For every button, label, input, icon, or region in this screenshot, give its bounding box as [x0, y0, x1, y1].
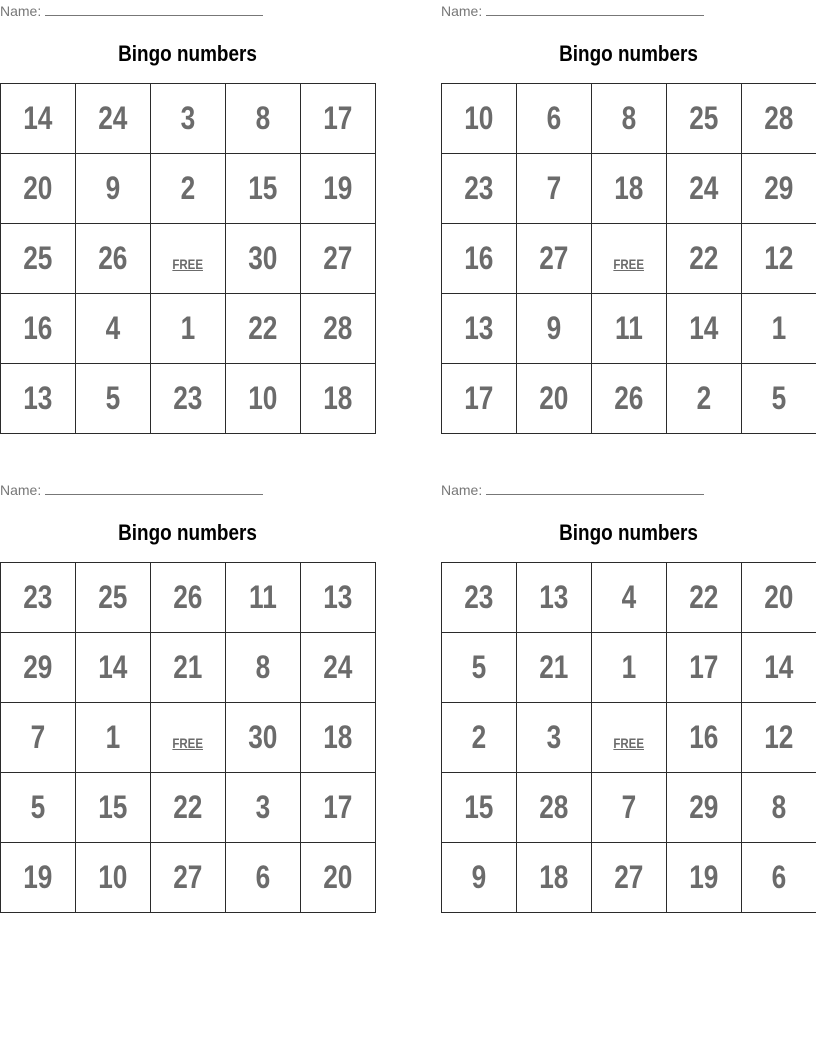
- bingo-number: 5: [30, 789, 46, 825]
- bingo-number: 27: [173, 859, 203, 895]
- bingo-number: 26: [614, 380, 644, 416]
- bingo-number: 19: [689, 859, 719, 895]
- bingo-cell[interactable]: [1, 84, 76, 154]
- bingo-cell[interactable]: [226, 294, 301, 364]
- bingo-cell[interactable]: [76, 294, 151, 364]
- bingo-cell[interactable]: [151, 364, 226, 434]
- bingo-number: 12: [764, 719, 794, 755]
- bingo-cell[interactable]: [742, 773, 816, 843]
- bingo-cell[interactable]: [76, 224, 151, 294]
- bingo-cell[interactable]: [442, 84, 517, 154]
- bingo-cell[interactable]: [226, 364, 301, 434]
- bingo-cell[interactable]: [301, 633, 376, 703]
- free-cell[interactable]: [151, 703, 226, 773]
- bingo-cell[interactable]: [301, 294, 376, 364]
- bingo-row: [442, 703, 816, 773]
- bingo-row: [442, 154, 816, 224]
- bingo-cell[interactable]: [151, 294, 226, 364]
- bingo-card-2: [441, 0, 816, 434]
- bingo-cell[interactable]: [76, 154, 151, 224]
- bingo-cell[interactable]: [442, 843, 517, 913]
- bingo-number: 22: [248, 310, 278, 346]
- bingo-card-3: [0, 479, 375, 913]
- bingo-cell[interactable]: [76, 633, 151, 703]
- bingo-row: [442, 224, 816, 294]
- bingo-cell[interactable]: [667, 773, 742, 843]
- bingo-row: [1, 843, 376, 913]
- bingo-number: 7: [621, 789, 637, 825]
- bingo-cell[interactable]: [742, 703, 816, 773]
- bingo-cell[interactable]: [151, 154, 226, 224]
- bingo-cell[interactable]: [517, 364, 592, 434]
- bingo-cell[interactable]: [76, 364, 151, 434]
- bingo-cell[interactable]: [742, 294, 816, 364]
- bingo-number: 1: [771, 310, 787, 346]
- bingo-number: 20: [323, 859, 353, 895]
- bingo-cell[interactable]: [301, 773, 376, 843]
- free-cell[interactable]: [592, 703, 667, 773]
- bingo-number: 5: [105, 380, 121, 416]
- bingo-number: 19: [23, 859, 53, 895]
- bingo-number: 6: [255, 859, 271, 895]
- bingo-cell[interactable]: [76, 773, 151, 843]
- bingo-number: 6: [771, 859, 787, 895]
- bingo-grid: [441, 83, 816, 434]
- bingo-cell[interactable]: [151, 633, 226, 703]
- bingo-number: 22: [173, 789, 203, 825]
- bingo-number: 16: [23, 310, 53, 346]
- bingo-number: 22: [689, 579, 719, 615]
- bingo-row: [442, 633, 816, 703]
- bingo-cell[interactable]: [742, 364, 816, 434]
- name-underline[interactable]: [486, 2, 704, 16]
- bingo-number: 5: [471, 649, 487, 685]
- bingo-cell[interactable]: [517, 843, 592, 913]
- bingo-row: [442, 563, 816, 633]
- bingo-grid: [0, 83, 376, 434]
- bingo-number: 13: [539, 579, 569, 615]
- bingo-number: 15: [98, 789, 128, 825]
- bingo-cell[interactable]: [667, 84, 742, 154]
- bingo-number: 18: [539, 859, 569, 895]
- bingo-number: 21: [173, 649, 203, 685]
- bingo-grid: [0, 562, 376, 913]
- bingo-cell[interactable]: [667, 154, 742, 224]
- bingo-cell[interactable]: [667, 364, 742, 434]
- bingo-number: 29: [764, 170, 794, 206]
- bingo-card-1: [0, 0, 375, 434]
- bingo-number: 6: [546, 100, 562, 136]
- bingo-cell[interactable]: [301, 84, 376, 154]
- bingo-number: 19: [323, 170, 353, 206]
- bingo-number: 13: [23, 380, 53, 416]
- bingo-number: 26: [98, 240, 128, 276]
- bingo-cell[interactable]: [742, 843, 816, 913]
- bingo-number: 4: [621, 579, 637, 615]
- bingo-row: [442, 843, 816, 913]
- bingo-number: 16: [464, 240, 494, 276]
- bingo-number: 1: [621, 649, 637, 685]
- card-title: Bingo numbers: [559, 41, 698, 66]
- name-field[interactable]: [441, 481, 704, 499]
- bingo-cell[interactable]: [742, 154, 816, 224]
- bingo-cell[interactable]: [517, 224, 592, 294]
- bingo-cell[interactable]: [742, 224, 816, 294]
- bingo-row: [442, 773, 816, 843]
- bingo-row: [1, 154, 376, 224]
- bingo-cell[interactable]: [226, 563, 301, 633]
- bingo-number: 10: [464, 100, 494, 136]
- bingo-cell[interactable]: [517, 294, 592, 364]
- bingo-number: 5: [771, 380, 787, 416]
- bingo-cell[interactable]: [226, 224, 301, 294]
- bingo-number: 25: [689, 100, 719, 136]
- bingo-number: 12: [764, 240, 794, 276]
- bingo-cell[interactable]: [226, 843, 301, 913]
- bingo-cell[interactable]: [1, 154, 76, 224]
- bingo-number: 2: [696, 380, 712, 416]
- name-field[interactable]: [0, 2, 263, 20]
- bingo-number: 9: [546, 310, 562, 346]
- bingo-cell[interactable]: [667, 563, 742, 633]
- bingo-cell[interactable]: [1, 633, 76, 703]
- bingo-number: 2: [471, 719, 487, 755]
- bingo-number: 1: [180, 310, 196, 346]
- free-label: FREE: [172, 256, 204, 272]
- bingo-cell[interactable]: [1, 843, 76, 913]
- card-title: Bingo numbers: [559, 520, 698, 545]
- bingo-cell[interactable]: [151, 84, 226, 154]
- bingo-number: 24: [689, 170, 719, 206]
- bingo-row: [1, 294, 376, 364]
- bingo-cell[interactable]: [1, 703, 76, 773]
- bingo-number: 20: [539, 380, 569, 416]
- bingo-number: 13: [323, 579, 353, 615]
- bingo-cell[interactable]: [226, 84, 301, 154]
- bingo-row: [442, 84, 816, 154]
- bingo-cell[interactable]: [517, 84, 592, 154]
- bingo-cell[interactable]: [667, 703, 742, 773]
- bingo-number: 23: [173, 380, 203, 416]
- bingo-cell[interactable]: [301, 154, 376, 224]
- bingo-cell[interactable]: [226, 703, 301, 773]
- free-label: FREE: [613, 256, 645, 272]
- bingo-cell[interactable]: [592, 294, 667, 364]
- bingo-number: 8: [771, 789, 787, 825]
- bingo-cell[interactable]: [226, 633, 301, 703]
- bingo-number: 14: [98, 649, 128, 685]
- card-title: Bingo numbers: [118, 520, 257, 545]
- bingo-row: [1, 364, 376, 434]
- bingo-cell[interactable]: [592, 154, 667, 224]
- bingo-cell[interactable]: [76, 84, 151, 154]
- bingo-cell[interactable]: [517, 633, 592, 703]
- bingo-number: 28: [539, 789, 569, 825]
- bingo-number: 2: [180, 170, 196, 206]
- name-underline[interactable]: [486, 481, 704, 495]
- bingo-cell[interactable]: [517, 703, 592, 773]
- name-underline[interactable]: [45, 481, 263, 495]
- bingo-number: 14: [23, 100, 53, 136]
- bingo-cell[interactable]: [442, 563, 517, 633]
- bingo-cell[interactable]: [301, 843, 376, 913]
- bingo-number: 3: [180, 100, 196, 136]
- bingo-cell[interactable]: [151, 773, 226, 843]
- bingo-cell[interactable]: [442, 154, 517, 224]
- bingo-number: 17: [689, 649, 719, 685]
- bingo-cell[interactable]: [592, 633, 667, 703]
- bingo-number: 20: [23, 170, 53, 206]
- bingo-number: 7: [30, 719, 46, 755]
- bingo-cell[interactable]: [442, 633, 517, 703]
- bingo-grid: [441, 562, 816, 913]
- card-title: Bingo numbers: [118, 41, 257, 66]
- bingo-cell[interactable]: [442, 364, 517, 434]
- bingo-cell[interactable]: [442, 773, 517, 843]
- bingo-number: 24: [323, 649, 353, 685]
- name-field[interactable]: [0, 481, 263, 499]
- bingo-cell[interactable]: [1, 294, 76, 364]
- bingo-number: 29: [23, 649, 53, 685]
- bingo-number: 21: [539, 649, 569, 685]
- bingo-number: 9: [471, 859, 487, 895]
- name-label: Name:: [0, 482, 42, 498]
- bingo-number: 8: [255, 649, 271, 685]
- bingo-number: 13: [464, 310, 494, 346]
- bingo-row: [1, 563, 376, 633]
- bingo-cell[interactable]: [742, 563, 816, 633]
- bingo-number: 24: [98, 100, 128, 136]
- bingo-number: 11: [615, 310, 643, 346]
- bingo-number: 3: [255, 789, 271, 825]
- bingo-number: 3: [546, 719, 562, 755]
- bingo-number: 27: [614, 859, 644, 895]
- bingo-row: [442, 294, 816, 364]
- bingo-number: 20: [764, 579, 794, 615]
- bingo-cell[interactable]: [76, 563, 151, 633]
- bingo-cell[interactable]: [442, 703, 517, 773]
- bingo-number: 9: [105, 170, 121, 206]
- bingo-cell[interactable]: [517, 154, 592, 224]
- bingo-number: 17: [464, 380, 494, 416]
- bingo-cell[interactable]: [301, 364, 376, 434]
- bingo-cell[interactable]: [517, 563, 592, 633]
- bingo-row: [1, 224, 376, 294]
- bingo-cell[interactable]: [301, 563, 376, 633]
- bingo-cell[interactable]: [442, 294, 517, 364]
- bingo-cell[interactable]: [667, 224, 742, 294]
- bingo-cell[interactable]: [1, 224, 76, 294]
- bingo-cell[interactable]: [76, 843, 151, 913]
- bingo-cell[interactable]: [151, 563, 226, 633]
- bingo-cell[interactable]: [592, 563, 667, 633]
- bingo-cell[interactable]: [1, 773, 76, 843]
- bingo-number: 18: [323, 719, 353, 755]
- name-label: Name:: [441, 3, 483, 19]
- bingo-cell[interactable]: [742, 84, 816, 154]
- bingo-row: [1, 633, 376, 703]
- bingo-number: 25: [98, 579, 128, 615]
- bingo-number: 23: [464, 579, 494, 615]
- free-cell[interactable]: [592, 224, 667, 294]
- free-label: FREE: [613, 735, 645, 751]
- bingo-cell[interactable]: [667, 294, 742, 364]
- free-cell[interactable]: [151, 224, 226, 294]
- name-label: Name:: [0, 3, 42, 19]
- bingo-number: 30: [248, 719, 278, 755]
- bingo-cell[interactable]: [151, 843, 226, 913]
- bingo-cell[interactable]: [76, 703, 151, 773]
- bingo-number: 15: [248, 170, 278, 206]
- bingo-cell[interactable]: [667, 633, 742, 703]
- bingo-number: 22: [689, 240, 719, 276]
- bingo-number: 28: [764, 100, 794, 136]
- bingo-cell[interactable]: [667, 843, 742, 913]
- bingo-row: [1, 703, 376, 773]
- bingo-number: 10: [98, 859, 128, 895]
- name-field[interactable]: [441, 2, 704, 20]
- bingo-number: 26: [173, 579, 203, 615]
- bingo-number: 16: [689, 719, 719, 755]
- bingo-cell[interactable]: [1, 364, 76, 434]
- bingo-cell[interactable]: [1, 563, 76, 633]
- bingo-cell[interactable]: [226, 773, 301, 843]
- bingo-number: 10: [248, 380, 278, 416]
- bingo-number: 14: [764, 649, 794, 685]
- bingo-number: 4: [105, 310, 121, 346]
- bingo-number: 30: [248, 240, 278, 276]
- bingo-number: 8: [621, 100, 637, 136]
- bingo-number: 27: [323, 240, 353, 276]
- bingo-cell[interactable]: [592, 843, 667, 913]
- bingo-row: [1, 84, 376, 154]
- bingo-number: 28: [323, 310, 353, 346]
- bingo-number: 23: [464, 170, 494, 206]
- bingo-number: 23: [23, 579, 53, 615]
- bingo-card-4: [441, 479, 816, 913]
- bingo-number: 27: [539, 240, 569, 276]
- bingo-number: 1: [105, 719, 121, 755]
- bingo-cell[interactable]: [592, 364, 667, 434]
- bingo-cell[interactable]: [592, 773, 667, 843]
- free-label: FREE: [172, 735, 204, 751]
- bingo-cell[interactable]: [742, 633, 816, 703]
- bingo-number: 7: [546, 170, 562, 206]
- bingo-row: [1, 773, 376, 843]
- bingo-number: 15: [464, 789, 494, 825]
- bingo-number: 25: [23, 240, 53, 276]
- name-label: Name:: [441, 482, 483, 498]
- bingo-number: 8: [255, 100, 271, 136]
- bingo-number: 11: [249, 579, 277, 615]
- bingo-number: 18: [323, 380, 353, 416]
- bingo-number: 14: [689, 310, 719, 346]
- bingo-cell[interactable]: [301, 703, 376, 773]
- bingo-number: 17: [323, 789, 353, 825]
- bingo-row: [442, 364, 816, 434]
- bingo-cell[interactable]: [301, 224, 376, 294]
- bingo-cell[interactable]: [442, 224, 517, 294]
- bingo-cell[interactable]: [592, 84, 667, 154]
- bingo-cell[interactable]: [226, 154, 301, 224]
- bingo-number: 18: [614, 170, 644, 206]
- bingo-number: 29: [689, 789, 719, 825]
- name-underline[interactable]: [45, 2, 263, 16]
- bingo-number: 17: [323, 100, 353, 136]
- bingo-cell[interactable]: [517, 773, 592, 843]
